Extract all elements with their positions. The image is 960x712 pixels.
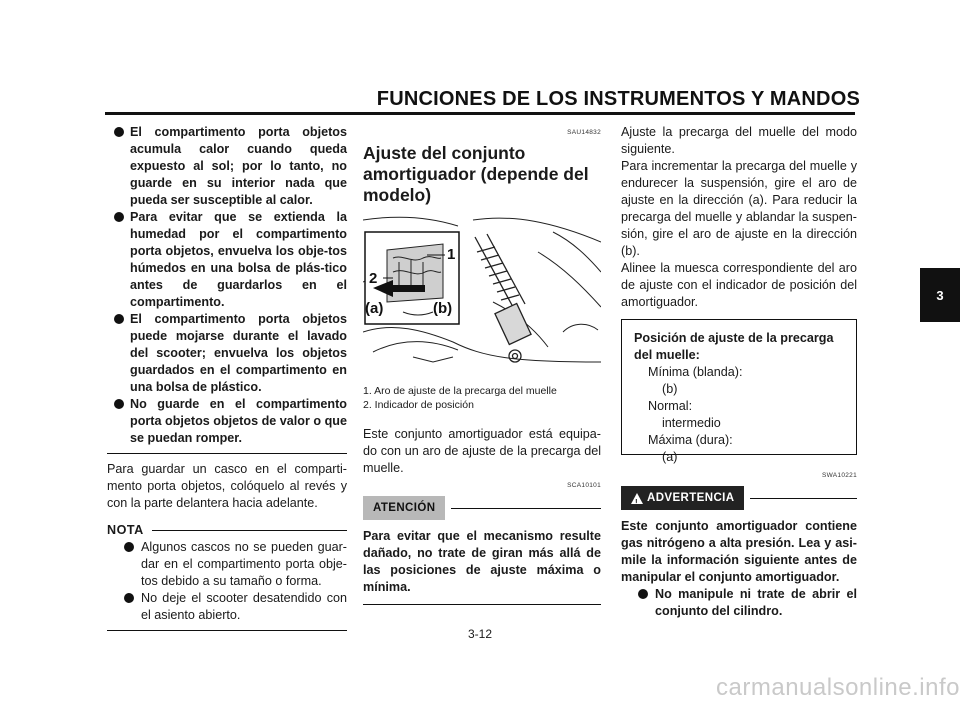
column-left <box>107 124 347 638</box>
nota-label: NOTA <box>107 523 144 537</box>
max-label: Máxima (dura): <box>648 433 733 447</box>
list-item: No deje el scooter desatendido con el asiento abierto. <box>107 590 347 624</box>
caution-bullet-list <box>107 124 347 447</box>
column-middle <box>363 124 601 612</box>
column-right <box>621 124 857 620</box>
direction-label-b: (b) <box>433 300 453 317</box>
page-number: 3-12 <box>467 627 493 641</box>
header-rule <box>105 112 855 115</box>
adjust-paragraph: Para incrementar la precarga del muelle y endurecer la suspensión, gire el aro de ajuste en la dirección (a). Para reducir la precarga del muelle y ablandar la suspen-sión, gire el aro de ajuste en la dirección (b). <box>621 159 857 258</box>
max-value: (a) <box>662 450 678 464</box>
watermark: carmanualsonline.info <box>716 674 960 701</box>
normal-value: intermedio <box>662 416 721 430</box>
divider <box>363 604 601 605</box>
bullet-icon <box>114 212 124 222</box>
box-heading: Posición de ajuste de la precarga del muelle: <box>634 331 834 362</box>
attention-code: SCA10101 <box>567 482 601 489</box>
warning-label: ADVERTENCIA <box>647 492 735 504</box>
section-title: Ajuste del conjunto amortiguador (depende del modelo) <box>363 143 589 205</box>
list-item: El compartimento porta objetos acumula calor cuando queda expuesto al sol; por lo tanto, no guarde en su interior nada que pueda ser susceptible al calor. <box>107 124 347 209</box>
attention-banner: ATENCIÓN <box>363 496 445 520</box>
bullet-icon <box>124 542 134 552</box>
section-code: SAU14832 <box>567 129 601 136</box>
warning-heading <box>621 486 857 510</box>
min-value: (b) <box>662 382 678 396</box>
section-header-title: FUNCIONES DE LOS INSTRUMENTOS Y MANDOS <box>376 88 860 110</box>
divider <box>107 453 347 454</box>
attention-text: Para evitar que el mecanismo resulte dañado, no trate de giran más allá de las posiciones de ajuste máxima o mínima. <box>363 529 601 594</box>
warning-code: SWA10221 <box>821 472 857 479</box>
warning-list <box>621 586 857 620</box>
list-item: No manipule ni trate de abrir el conjunto del cilindro. <box>621 586 857 620</box>
preload-settings-box <box>621 319 857 464</box>
divider <box>152 530 347 531</box>
adjust-paragraph: Ajuste la precarga del muelle del modo siguiente. <box>621 125 857 156</box>
warning-triangle-icon <box>631 493 643 504</box>
callout-label-2: 2 <box>369 270 378 287</box>
caption-line: 2. Indicador de posición <box>363 399 474 411</box>
bullet-icon <box>114 399 124 409</box>
chapter-tab[interactable]: 3 <box>920 268 960 322</box>
adjust-paragraph: Alinee la muesca correspondiente del aro de ajuste con el indicador de posición del amortiguador. <box>621 261 857 309</box>
warning-banner <box>621 486 744 510</box>
normal-label: Normal: <box>648 399 693 413</box>
warning-text: Este conjunto amortiguador contiene gas nitrógeno a alta presión. Lea y asi-mile la información siguiente antes de manipular el conjunto amortiguador. <box>621 519 857 584</box>
bullet-icon <box>114 314 124 324</box>
bullet-icon <box>114 127 124 137</box>
helmet-paragraph: Para guardar un casco en el comparti-mento porta objetos, colóquelo al revés y con la parte delantera hacia adelante. <box>107 462 347 510</box>
min-label: Mínima (blanda): <box>648 365 743 379</box>
callout-label-1: 1 <box>447 246 456 263</box>
caption-line: 1. Aro de ajuste de la precarga del muelle <box>363 385 557 397</box>
shock-absorber-illustration <box>363 212 601 372</box>
shock-absorber-figure <box>363 212 601 372</box>
nota-heading <box>107 522 347 539</box>
list-item: No guarde en el compartimento porta objetos objetos de valor o que se puedan romper. <box>107 396 347 447</box>
divider <box>750 498 857 499</box>
divider <box>451 508 601 509</box>
list-item: Para evitar que se extienda la humedad por el compartimento porta objetos, envuelva los obje-tos húmedos en una bolsa de plás-tico antes de guardarlos en el compartimento. <box>107 209 347 311</box>
attention-heading <box>363 496 601 520</box>
list-item: Algunos cascos no se pueden guar-dar en el compartimento porta obje-tos debido a su tamaño o forma. <box>107 539 347 590</box>
bullet-icon <box>638 589 648 599</box>
nota-list <box>107 539 347 624</box>
bullet-icon <box>124 593 134 603</box>
list-item: El compartimento porta objetos puede mojarse durante el lavado del scooter; envuelva los objetos guardados en el compartimento en una bolsa de plástico. <box>107 311 347 396</box>
direction-label-a: (a) <box>365 300 384 317</box>
figure-caption <box>363 384 601 412</box>
shock-paragraph: Este conjunto amortiguador está equipa-do con un aro de ajuste de la precarga del muelle. <box>363 427 601 475</box>
